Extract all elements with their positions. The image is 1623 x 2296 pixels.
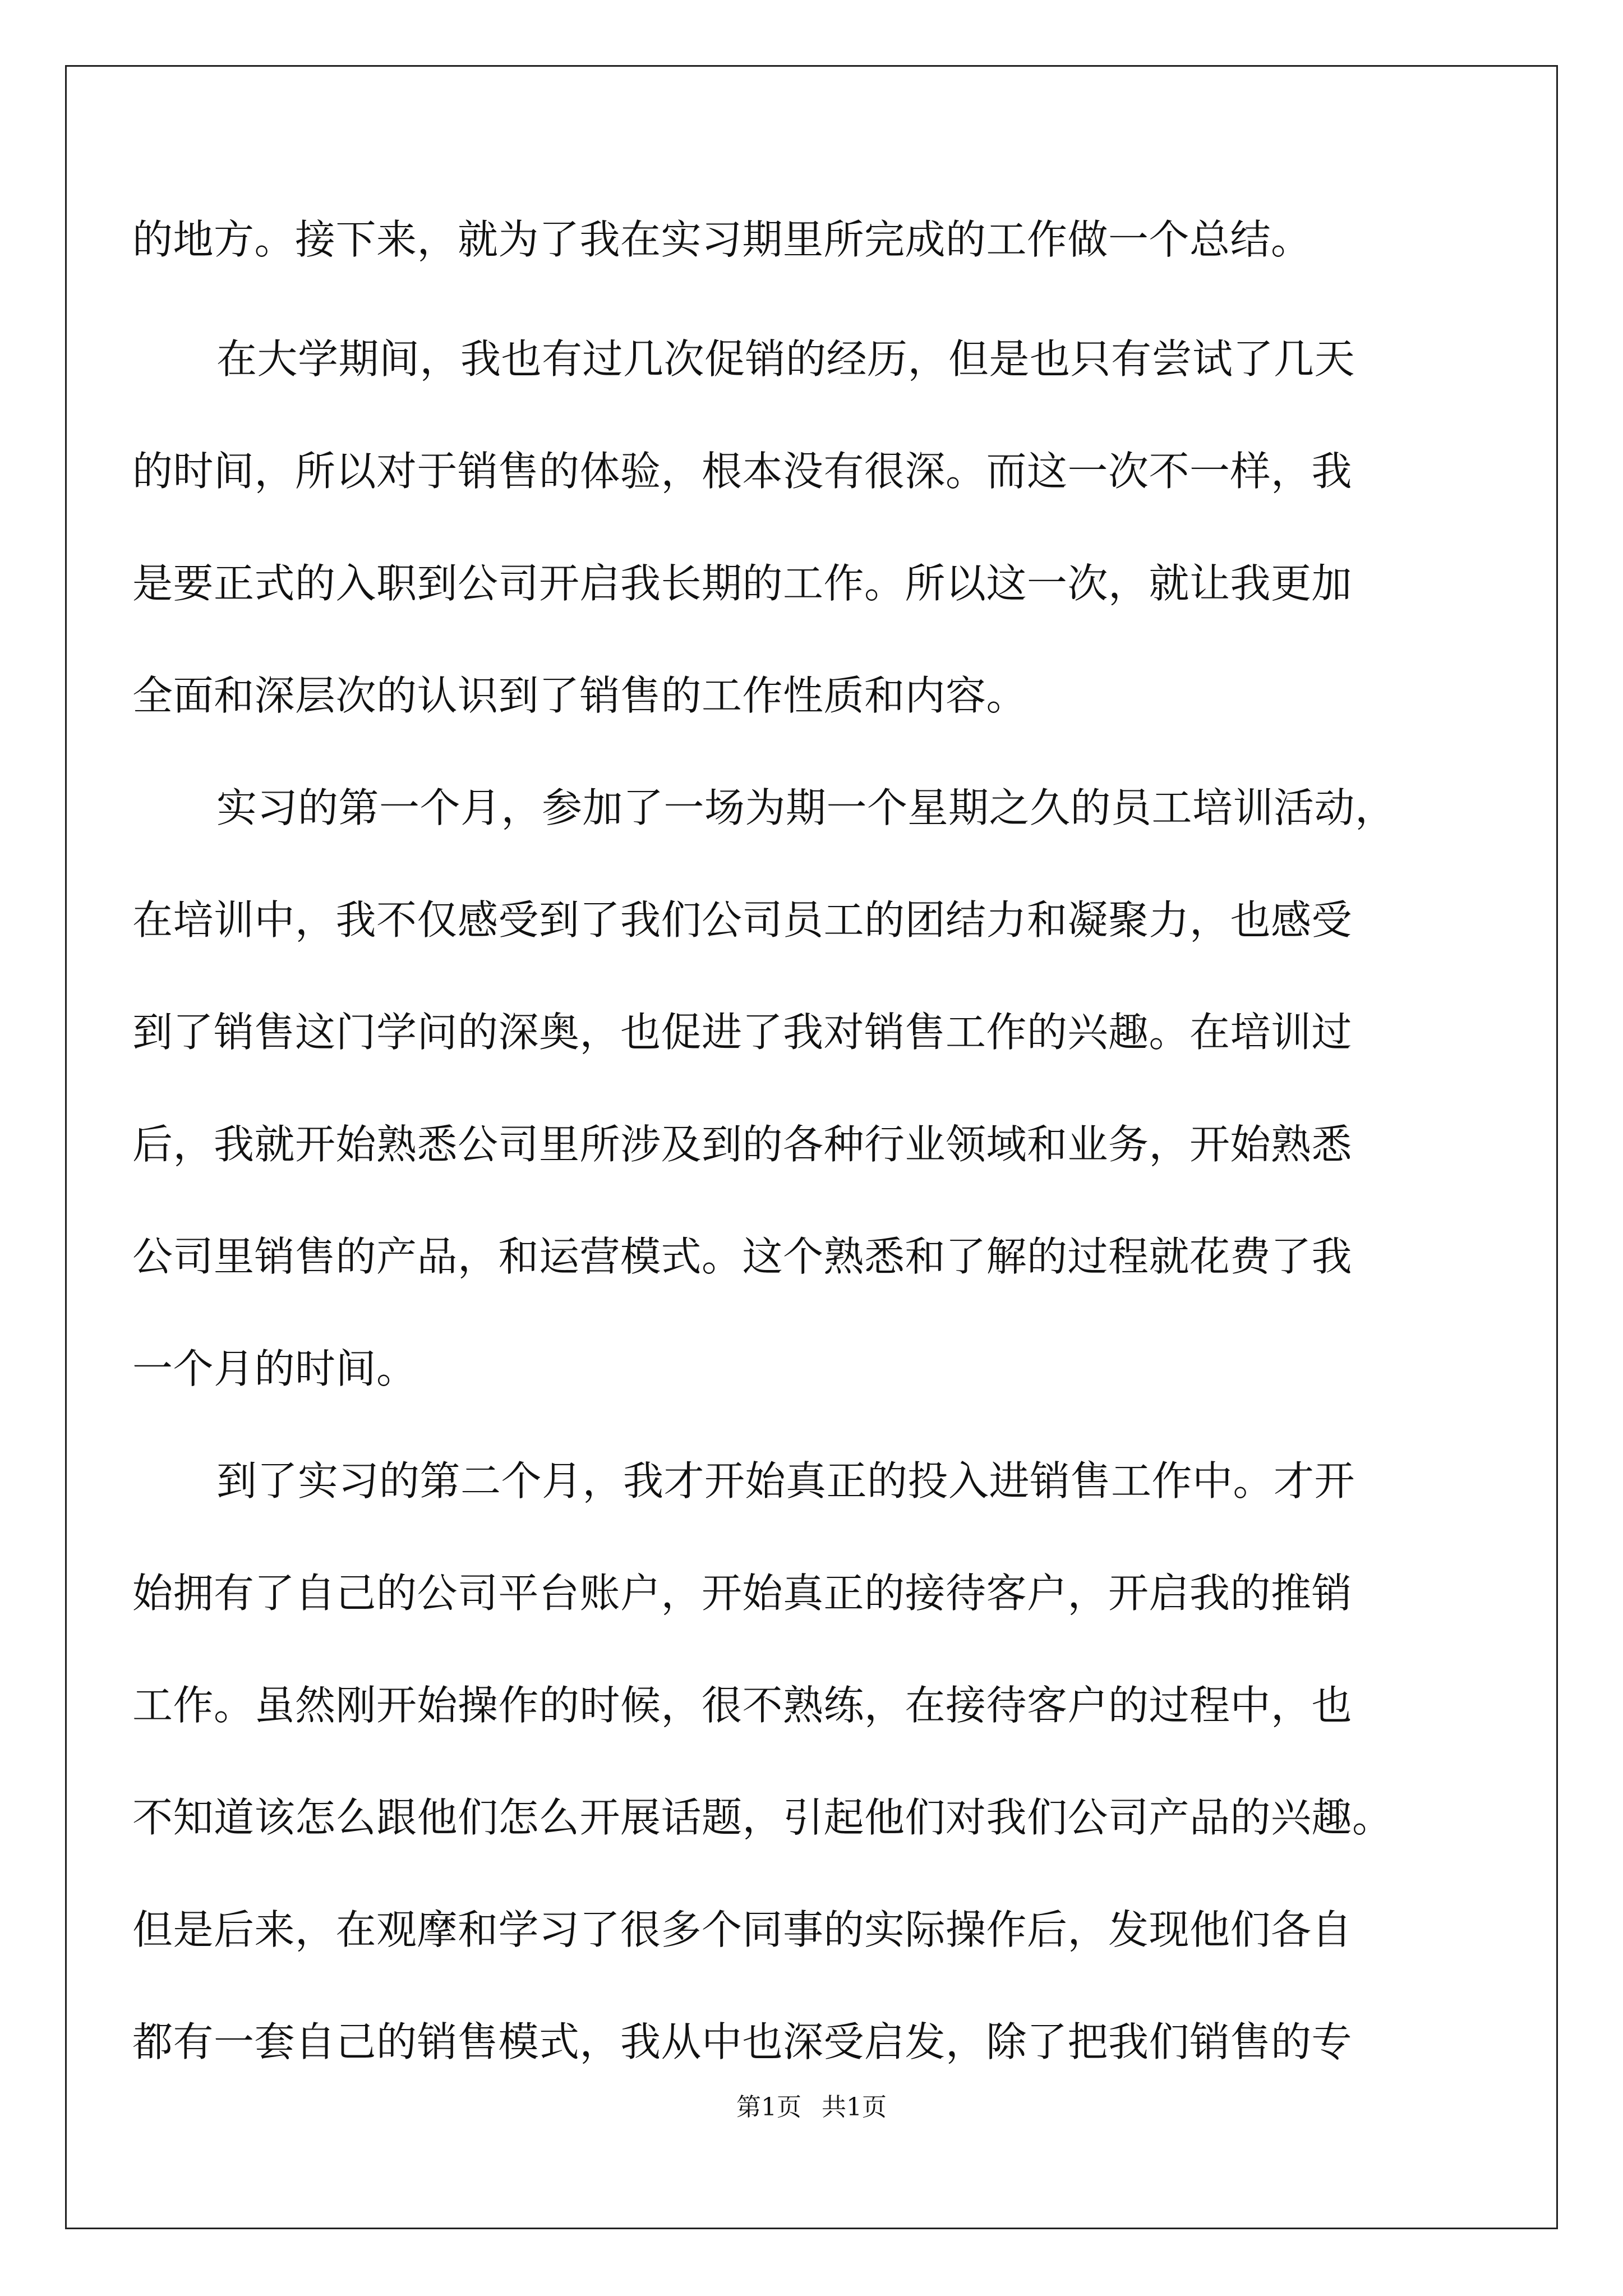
text-line: 工作。虽然刚开始操作的时候，很不熟练，在接待客户的过程中，也 <box>132 1682 1353 1729</box>
text-line: 但是后来，在观摩和学习了很多个同事的实际操作后，发现他们各自 <box>132 1906 1353 1953</box>
text-line: 始拥有了自己的公司平台账户，开始真正的接待客户，开启我的推销 <box>132 1570 1353 1617</box>
text-line: 到了销售这门学问的深奥，也促进了我对销售工作的兴趣。在培训过 <box>132 1009 1353 1056</box>
text-line: 全面和深层次的认识到了销售的工作性质和内容。 <box>132 672 1027 719</box>
text-line: 不知道该怎么跟他们怎么开展话题，引起他们对我们公司产品的兴趣。 <box>132 1794 1393 1841</box>
page-number: 第1页 <box>736 2093 801 2122</box>
text-line: 都有一套自己的销售模式，我从中也深受启发，除了把我们销售的专 <box>132 2018 1353 2065</box>
page-total: 共1页 <box>822 2093 887 2122</box>
text-line: 在培训中，我不仅感受到了我们公司员工的团结力和凝聚力，也感受 <box>132 896 1353 944</box>
text-line: 在大学期间，我也有过几次促销的经历，但是也只有尝试了几天 <box>216 335 1355 383</box>
text-line: 公司里销售的产品，和运营模式。这个熟悉和了解的过程就花费了我 <box>132 1233 1353 1280</box>
text-line: 的时间，所以对于销售的体验，根本没有很深。而这一次不一样，我 <box>132 448 1353 495</box>
text-line: 到了实习的第二个月，我才开始真正的投入进销售工作中。才开 <box>216 1457 1355 1504</box>
text-line: 后，我就开始熟悉公司里所涉及到的各种行业领域和业务，开始熟悉 <box>132 1121 1353 1168</box>
page-footer <box>0 2087 1623 2123</box>
text-line: 实习的第一个月，参加了一场为期一个星期之久的员工培训活动， <box>216 784 1396 831</box>
text-line: 的地方。接下来，就为了我在实习期里所完成的工作做一个总结。 <box>132 216 1312 263</box>
text-line: 一个月的时间。 <box>132 1345 417 1392</box>
text-line: 是要正式的入职到公司开启我长期的工作。所以这一次，就让我更加 <box>132 560 1353 607</box>
